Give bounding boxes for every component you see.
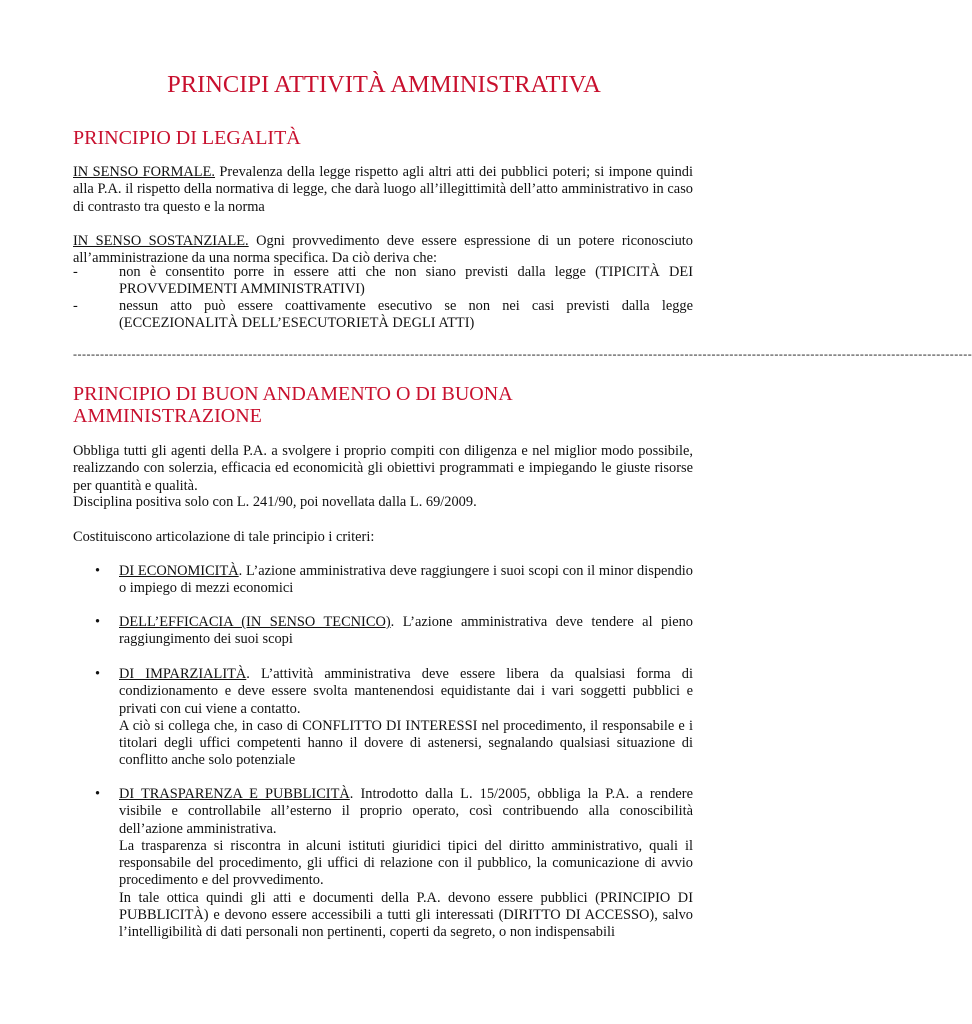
criterion-label: DI ECONOMICITÀ (119, 563, 239, 579)
criterion-extra-paragraph: A ciò si collega che, in caso di CONFLITTO DI INTERESSI nel procedimento, il responsabile e i titolari degli uffici competenti hanno il dovere di astenersi, segnalando qualsiasi situazione di conflitto anche solo potenziale (119, 717, 693, 769)
paragraph-criteria-intro: Costituiscono articolazione di tale principio i criteri: (73, 529, 375, 545)
criterion-efficacy (73, 614, 693, 649)
heading-good-administration-line1: PRINCIPIO DI BUON ANDAMENTO O DI BUONA (73, 383, 513, 405)
bullet-marker: • (95, 563, 101, 579)
heading-good-administration-line2: AMMINISTRAZIONE (73, 405, 262, 427)
formal-sense-text: Prevalenza della legge rispetto agli altri atti dei pubblici poteri; si impone quindi alla P.A. il rispetto della normativa di legge, che darà luogo all’illegittimità dell’atto amministrativo in caso di contrasto tra questo e la norma (73, 164, 694, 215)
bullet-marker: • (95, 786, 101, 802)
criterion-label: DELL’EFFICACIA (IN SENSO TECNICO) (119, 614, 391, 630)
paragraph-substantial-sense (73, 233, 693, 268)
criterion-economicity (73, 563, 693, 598)
section-separator: -------------------------------------------------------------------------------------------------------------------------------------------------------------------------------------------------------- (73, 347, 972, 361)
heading-legality: PRINCIPIO DI LEGALITÀ (73, 127, 301, 149)
list-item-typicality (73, 264, 693, 299)
criterion-extra-paragraph: In tale ottica quindi gli atti e documenti della P.A. devono essere pubblici (PRINCIPIO DI PUBBLICITÀ) e devono essere accessibili a tutti gli interessati (DIRITTO DI ACCESSO), salvo l’intelligibilità di dati personali non pertinenti, coperti da segreto, o non indispensabili (119, 889, 693, 941)
criterion-impartiality (73, 666, 693, 770)
formal-sense-label: IN SENSO FORMALE. (73, 164, 215, 180)
paragraph-discipline: Disciplina positiva solo con L. 241/90, poi novellata dalla L. 69/2009. (73, 494, 477, 510)
criterion-label: DI TRASPARENZA E PUBBLICITÀ (119, 786, 350, 802)
list-item-text: non è consentito porre in essere atti che non siano previsti dalla legge (TIPICITÀ DEI PROVVEDIMENTI AMMINISTRATIVI) (119, 264, 693, 298)
criterion-text: . Introdotto dalla L. 15/2005, obbliga la P.A. a rendere visibile e controllabile all’esterno il proprio operato, così contribuendo alla conoscibilità dell’azione amministrativa. (119, 786, 693, 837)
paragraph-formal-sense (73, 164, 693, 216)
dash-marker: - (73, 264, 78, 280)
document-title: PRINCIPI ATTIVITÀ AMMINISTRATIVA (167, 71, 601, 98)
criterion-text: . L’azione amministrativa deve raggiungere i suoi scopi con il minor dispendio o impiego di mezzi economici (119, 563, 693, 597)
criterion-text: . L’azione amministrativa deve tendere al pieno raggiungimento dei suoi scopi (119, 614, 694, 648)
bullet-marker: • (95, 666, 101, 682)
criterion-transparency (73, 786, 693, 942)
paragraph-intro: Obbliga tutti gli agenti della P.A. a svolgere i proprio compiti con diligenza e nel miglior modo possibile, realizzando con solerzia, efficacia ed economicità gli obiettivi programmati e impiegando le giuste risorse per quantità e qualità. (73, 443, 693, 494)
dash-marker: - (73, 298, 78, 314)
bullet-marker: • (95, 614, 101, 630)
list-item-text: nessun atto può essere coattivamente esecutivo se non nei casi previsti dalla legge (ECCEZIONALITÀ DELL’ESECUTORIETÀ DEGLI ATTI) (119, 298, 693, 332)
substantial-sense-label: IN SENSO SOSTANZIALE. (73, 233, 249, 249)
criterion-label: DI IMPARZIALITÀ (119, 666, 247, 682)
list-item-enforceability (73, 298, 693, 333)
criterion-extra-paragraph: La trasparenza si riscontra in alcuni istituti giuridici tipici del diritto amministrativo, quali il responsabile del procedimento, gli uffici di relazione con il pubblico, la comunicazione di avvio procedimento e del provvedimento. (119, 837, 693, 889)
substantial-sense-text: Ogni provvedimento deve essere espressione di un potere riconosciuto all’amministrazione da una norma specifica. Da ciò deriva che: (73, 233, 693, 267)
criterion-text: . L’attività amministrativa deve essere libera da qualsiasi forma di condizionamento e deve essere svolta mantenendosi equidistante dai i vari soggetti pubblici e privati con cui viene a contatto. (119, 666, 693, 717)
